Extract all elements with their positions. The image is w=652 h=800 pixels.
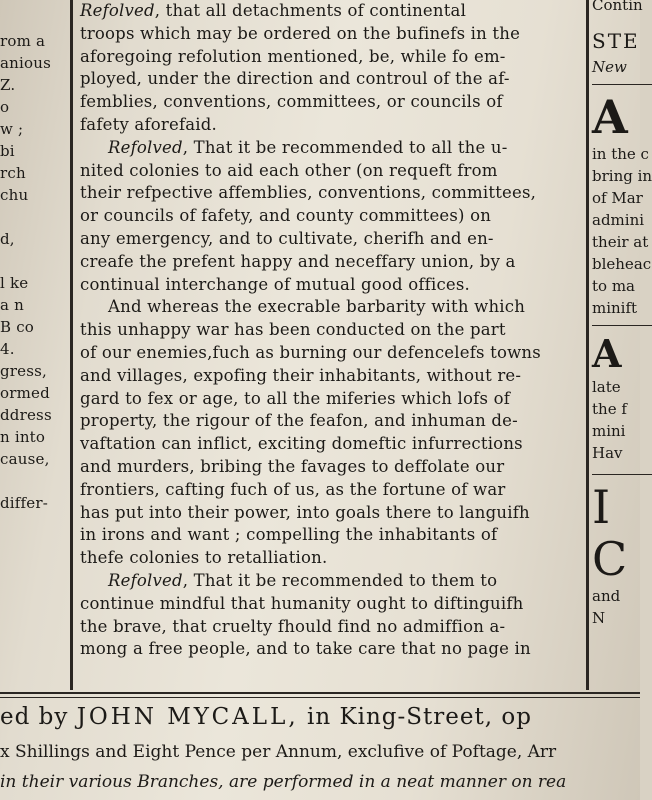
text-line: gard to fex or age, to all the miferies which lofs of <box>80 388 511 408</box>
text-line: and <box>592 587 621 605</box>
text-line: or councils of fafety, and county committees) on <box>80 206 492 226</box>
resolved-word: Refolved <box>108 570 183 590</box>
drop-cap: C <box>592 532 628 586</box>
text-line: the f <box>592 400 627 418</box>
right-divider <box>592 325 652 326</box>
text-line: property, the rigour of the feafon, and inhuman de- <box>80 411 518 431</box>
column-rule-right <box>586 0 589 690</box>
text-line: nited colonies to aid each other (on requeft from <box>80 160 498 180</box>
text-line: and murders, bribing the favages to deffolate our <box>80 456 505 476</box>
text-line: Z. <box>0 76 16 94</box>
text-line <box>0 470 62 492</box>
text-line: vaftation can inflict, exciting domeftic infurrections <box>80 434 523 454</box>
text-line: N <box>592 609 606 627</box>
text-line: bi <box>0 142 15 160</box>
text-line: a n <box>0 296 24 314</box>
text-line: in the c <box>592 145 649 163</box>
resolved-word: Refolved <box>80 1 155 20</box>
text-line: continue mindful that humanity ought to diftinguifh <box>80 593 524 613</box>
text-line: B co <box>0 318 35 336</box>
text-line: Hav <box>592 444 623 462</box>
text-line: frontiers, cafting fuch of us, as the fortune of war <box>80 479 506 499</box>
colophon-line-2: x Shillings and Eight Pence per Annum, exclufive of Poftage, Arr <box>0 742 557 762</box>
text-line: Refolved, That it be recommended to them to <box>108 570 498 590</box>
text-line: anious <box>0 54 51 72</box>
text-line: continual interchange of mutual good offices. <box>80 274 470 294</box>
colophon-line-3: in their various Branches, are performed in a neat manner on rea <box>0 772 567 792</box>
resolved-word: Refolved <box>108 137 183 157</box>
text-line: d, <box>0 230 15 248</box>
text-line: bleheac <box>592 255 652 273</box>
text-line: creafe the prefent happy and neceffary union, by a <box>80 251 516 271</box>
text-line: rch <box>0 164 26 182</box>
text-line: Refolved, that all detachments of continental <box>80 1 467 20</box>
text-line: gress, <box>0 362 48 380</box>
main-column <box>80 0 580 690</box>
text-line: minift <box>592 299 638 317</box>
printer-name: JOHN MYCALL, <box>76 704 299 730</box>
text-line <box>0 206 62 228</box>
text-line: mong a free people, and to take care that no page in <box>80 639 531 659</box>
drop-cap: A <box>592 331 622 376</box>
left-column <box>0 30 62 690</box>
text-line: aforegoing refolution mentioned, be, while fo em- <box>80 46 506 66</box>
text-line: mini <box>592 422 626 440</box>
text-line: cause, <box>0 450 50 468</box>
text-line: ormed <box>0 384 50 402</box>
text-line: fafety aforefaid. <box>80 114 217 134</box>
text-line: bring in <box>592 167 652 185</box>
text-line: rom a <box>0 32 46 50</box>
text-line: 4. <box>0 340 15 358</box>
drop-cap: I <box>592 480 611 534</box>
colophon-address: in King-Street, op <box>298 704 532 730</box>
footer-rule <box>0 692 640 694</box>
text-line: and villages, expofing their inhabitants, without re- <box>80 365 522 385</box>
right-header: STE <box>592 29 640 53</box>
text-line: any emergency, and to cultivate, cherifh and en- <box>80 228 494 248</box>
text-line: to ma <box>592 277 635 295</box>
right-column <box>592 0 652 690</box>
right-subheader: New <box>592 58 627 76</box>
text-line: Refolved, That it be recommended to all the u- <box>108 137 508 157</box>
text-line: o <box>0 98 10 116</box>
colophon <box>0 700 640 800</box>
colophon-line-1 <box>0 704 532 730</box>
text-line: the brave, that cruelty fhould find no admiffion a- <box>80 616 506 636</box>
text-line: l ke <box>0 274 29 292</box>
text-line <box>0 250 62 272</box>
drop-cap: A <box>592 90 628 144</box>
right-divider <box>592 84 652 85</box>
footer-rule <box>0 697 640 698</box>
text-line: thefe colonies to retalliation. <box>80 548 328 568</box>
text-line: ddress <box>0 406 52 424</box>
text-line: femblies, conventions, committees, or councils of <box>80 92 503 112</box>
text-line: of Mar <box>592 189 643 207</box>
text-line: late <box>592 378 621 396</box>
text-line: w ; <box>0 120 24 138</box>
text-line: chu <box>0 186 29 204</box>
text-line: troops which may be ordered on the bufinefs in the <box>80 23 521 43</box>
text-line: their refpective affemblies, conventions, committees, <box>80 183 537 203</box>
text-line: in irons and want ; compelling the inhabitants of <box>80 525 498 545</box>
text-line: their at <box>592 233 649 251</box>
column-rule-left <box>70 0 73 690</box>
colophon-pre: ed by <box>0 704 77 730</box>
text-line: has put into their power, into goals there to languifh <box>80 502 530 522</box>
text-line: And whereas the execrable barbarity with which <box>108 297 526 317</box>
text-line: of our enemies,fuch as burning our defencelefs towns <box>80 342 541 362</box>
text-line: admini <box>592 211 645 229</box>
right-top-text: Contin <box>592 0 643 14</box>
text-line: n into <box>0 428 46 446</box>
text-line: differ- <box>0 494 49 512</box>
text-line: this unhappy war has been conducted on the part <box>80 320 506 340</box>
text-line: ployed, under the direction and controul of the af- <box>80 69 510 89</box>
right-divider <box>592 474 652 475</box>
